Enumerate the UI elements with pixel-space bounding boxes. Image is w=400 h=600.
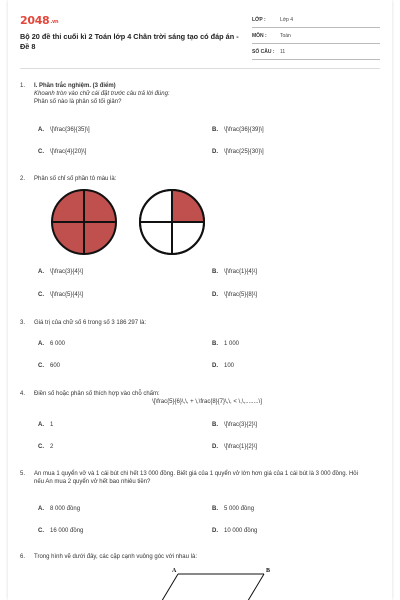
question-text: Phân số chỉ số phần tô màu là: [34, 176, 117, 182]
q2-option-a[interactable]: A. \[\frac{3}{4}\] [38, 269, 84, 275]
site-logo[interactable]: 2048.vn [20, 14, 59, 27]
q4-option-b[interactable]: B. \[\frac{3}{2}\] [212, 422, 258, 428]
question-text: Trong hình vẽ dưới đây, các cặp cạnh vuông góc với nhau là: [34, 554, 197, 560]
question-text: Điền số hoặc phân số thích hợp vào chỗ chấm: [34, 391, 160, 397]
q4-option-a[interactable]: A. 1 [38, 422, 54, 428]
q1-option-b[interactable]: B. \[\frac{36}{39}\] [212, 127, 264, 133]
q5-option-d[interactable]: D. 10 000 đồng [212, 528, 258, 534]
segment-right [246, 574, 264, 600]
q2-option-d[interactable]: D. \[\frac{5}{8}\] [212, 292, 258, 298]
q2-option-b[interactable]: B. \[\frac{1}{4}\] [212, 269, 258, 275]
perpendicular-figure [8, 0, 392, 600]
q1-option-c[interactable]: C. \[\frac{4}{20}\] [38, 149, 87, 155]
q3-option-b[interactable]: B. 1 000 [212, 341, 240, 347]
meta-subject: MÔN : Toán [252, 28, 380, 44]
document-title: Bộ 20 đề thi cuối kì 2 Toán lớp 4 Chân trời sáng tạo có đáp án - Đề 8 [20, 32, 239, 51]
q4-option-c[interactable]: C. 2 [38, 444, 54, 450]
q5-option-b[interactable]: B. 5 000 đồng [212, 506, 255, 512]
meta-question-count: SỐ CÂU : 11 [252, 44, 380, 60]
q4-option-d[interactable]: D. \[\frac{1}{2}\] [212, 444, 258, 450]
label-a: A [172, 568, 177, 574]
question-text: An mua 1 quyển vở và 1 cái bút chì hết 13 000 đồng. Biết giá của 1 quyển vở lớn hơn giá của 1 cái bút là 3 000 đồng. Hỏi nếu An mua 2 quyển vở hết bao nhiêu tiền? [34, 471, 358, 485]
question-text: Phân số nào là phân số tối giản? [34, 99, 122, 105]
formula: \[\frac{5}{6}\,\, + \,\frac{8}{7}\,\, < \,\,........\] [152, 399, 262, 405]
section-heading: I. Phần trắc nghiệm. (3 điểm) [34, 83, 116, 89]
q3-option-d[interactable]: D. 100 [212, 363, 235, 369]
label-b: B [266, 568, 271, 574]
segment-left [160, 574, 178, 600]
q3-option-c[interactable]: C. 600 [38, 363, 61, 369]
q1-option-d[interactable]: D. \[\frac{25}{30}\] [212, 149, 264, 155]
exam-page: 2048.vn Bộ 20 đề thi cuối kì 2 Toán lớp 4 Chân trời sáng tạo có đáp án - Đề 8 LỚP : Lớp 4 MÔN : Toán SỐ CÂU : 11 1. I. Phần trắc nghiệm. (3 điểm) Khoanh tròn vào chữ cái đặt trước câu trả lời đúng: Phân số nào là phân số tối giản? A. \[\frac{36}{35}\] B. \[\frac{36}{39}\] C. \[\frac{4}{20}\] D. \[\frac{25}{30}\] 2. Phân số chỉ số phần tô màu là: A. \[\frac{3}{4}\] B. \[\frac{1}{4}\] C. \[\frac{5}{4}\] D. \[\frac{5}{8}\] 3. Giá trị của chữ số 6 trong số 3 186 297 là: A. 6 000 B. 1 000 C. 600 D. 100 4. Điền số hoặc phân số thích hợp vào chỗ chấm: \[\frac{5}{6}\,\, + \,\frac{8}{7}\,\, < \,\,........\] A. 1 B. \[\frac{3}{2}\] C. 2 D. \[\frac{1}{2}\] 5. An mua 1 quyển vở và 1 cái bút chì hết 13 000 đồng. Biết giá của 1 quyển vở lớn hơn giá của 1 cái bút là 3 000 đồng. Hỏi nếu An mua 2 quyển vở hết bao nhiêu tiền? A. 8 000 đồng B. 5 000 đồng C. 16 000 đồng D. 10 000 đồng 6. Trong hình vẽ dưới đây, các cặp cạnh vuông góc với nhau là: A B [8, 0, 392, 600]
q5-option-c[interactable]: C. 16 000 đồng [38, 528, 84, 534]
q1-option-a[interactable]: A. \[\frac{36}{35}\] [38, 127, 90, 133]
q5-option-a[interactable]: A. 8 000 đồng [38, 506, 81, 512]
q2-option-c[interactable]: C. \[\frac{5}{4}\] [38, 292, 84, 298]
instruction: Khoanh tròn vào chữ cái đặt trước câu trả lời đúng: [34, 91, 170, 97]
q3-option-a[interactable]: A. 6 000 [38, 341, 66, 347]
question-text: Giá trị của chữ số 6 trong số 3 186 297 là: [34, 320, 147, 326]
meta-grade: LỚP : Lớp 4 [252, 12, 380, 28]
